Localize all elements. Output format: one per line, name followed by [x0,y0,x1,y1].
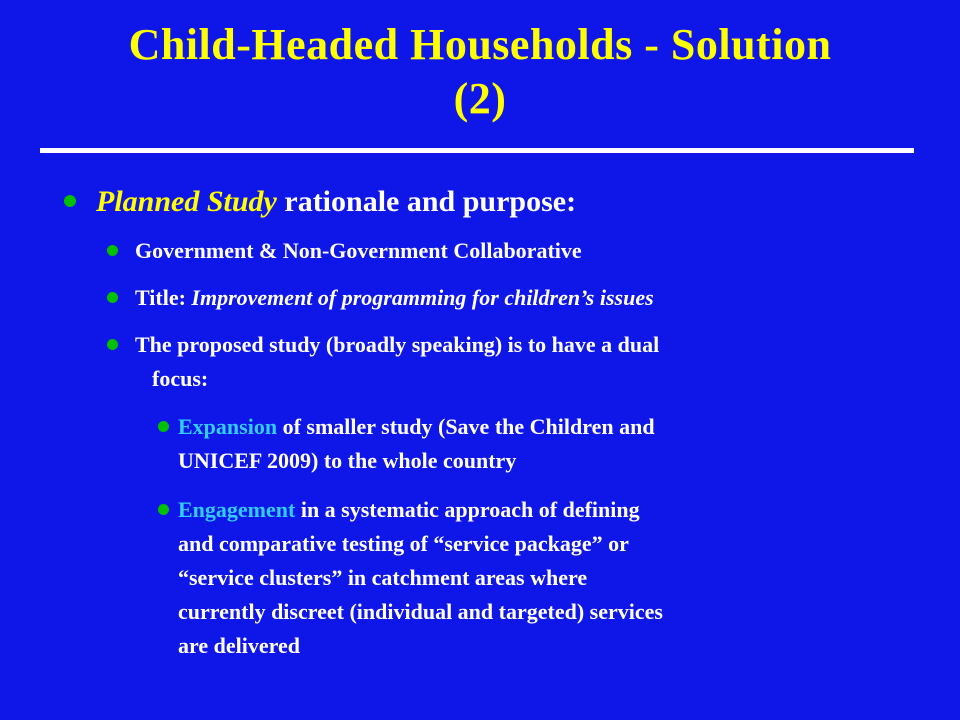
bullet-icon [107,339,118,350]
sub-bullet-collaborative: Government & Non-Government Collaborative [135,238,582,263]
title-line-2: (2) [453,74,507,123]
bullet-icon [64,195,76,207]
sub-bullet-title [135,281,654,314]
sub-sub-bullet-expansion-line-1 [178,410,655,443]
planned-study-highlight: Planned Study [96,185,277,218]
sub-sub-bullet-engagement-line-1 [178,493,640,526]
sub-sub-bullet-engagement-line-5: are delivered [178,633,300,658]
sub-bullet-proposed-line-2: focus: [152,366,209,391]
expansion-highlight: Expansion [178,414,278,439]
bullet-icon [158,421,169,432]
sub-bullet-title-italic: Improvement of programming for children’s issues [191,285,654,310]
sub-sub-bullet-engagement-line-4: currently discreet (individual and targeted) services [178,599,663,624]
expansion-text: of smaller study (Save the Children and [277,414,655,439]
title-line-1: Child-Headed Households - Solution [128,20,832,69]
bullet-planned-study [96,184,576,220]
title-divider [40,148,914,153]
slide-title [40,18,920,126]
sub-bullet-title-label: Title: [135,285,192,310]
sub-sub-bullet-expansion-line-2: UNICEF 2009) to the whole country [178,448,517,473]
bullet-icon [107,292,118,303]
engagement-highlight: Engagement [178,497,296,522]
sub-bullet-proposed-line-1: The proposed study (broadly speaking) is to have a dual [135,332,660,357]
sub-sub-bullet-engagement-line-2: and comparative testing of “service package” or [178,531,629,556]
sub-sub-bullet-engagement-line-3: “service clusters” in catchment areas where [178,565,588,590]
bullet-icon [158,504,169,515]
planned-study-text: rationale and purpose: [276,185,577,218]
engagement-text: in a systematic approach of defining [295,497,640,522]
bullet-icon [107,245,118,256]
